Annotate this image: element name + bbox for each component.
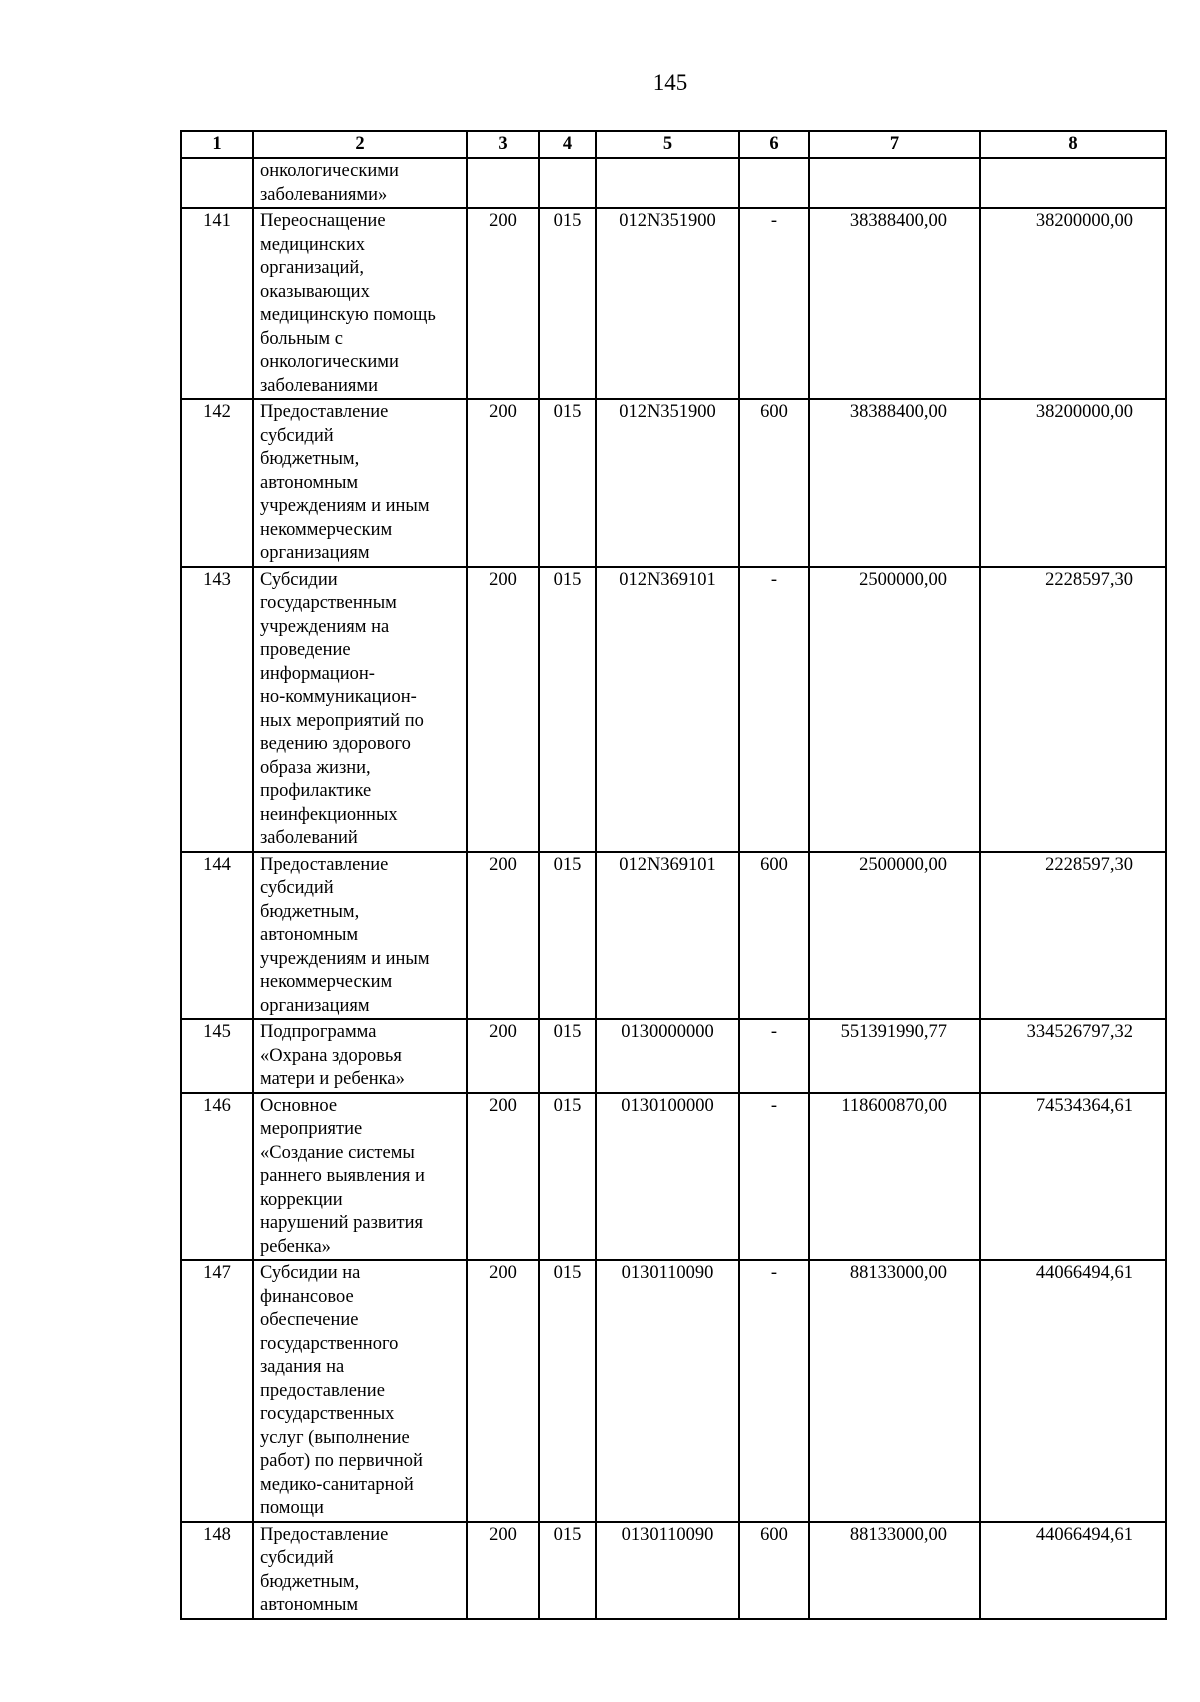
cell-col3: 200 — [467, 399, 539, 567]
row-number: 147 — [181, 1260, 253, 1522]
table-row — [181, 1093, 1166, 1261]
cell-col7: 2500000,00 — [809, 852, 980, 1020]
cell-col5: 012N369101 — [596, 852, 739, 1020]
column-header: 2 — [253, 131, 467, 158]
cell-col7: 38388400,00 — [809, 399, 980, 567]
cell-col7: 118600870,00 — [809, 1093, 980, 1261]
item-name: Предоставление субсидий бюджетным, автономным учреждениям и иным некоммерческим организациям — [253, 852, 467, 1020]
column-header: 3 — [467, 131, 539, 158]
row-number: 146 — [181, 1093, 253, 1261]
cell-col3: 200 — [467, 208, 539, 399]
budget-table — [180, 130, 1167, 1620]
cell-col3: 200 — [467, 1093, 539, 1261]
cell-col6: - — [739, 1260, 809, 1522]
cell-col5 — [596, 158, 739, 208]
cell-col6: 600 — [739, 852, 809, 1020]
cell-col5: 012N351900 — [596, 399, 739, 567]
cell-col6: 600 — [739, 1522, 809, 1619]
cell-col7: 88133000,00 — [809, 1522, 980, 1619]
cell-col3: 200 — [467, 1522, 539, 1619]
item-name: Субсидии государственным учреждениям на проведение информацион- но-коммуникацион- ных мероприятий по ведению здорового образа жизни, профилактике неинфекционных заболеваний — [253, 567, 467, 852]
cell-col8: 2228597,30 — [980, 852, 1166, 1020]
cell-col8: 44066494,61 — [980, 1522, 1166, 1619]
cell-col4: 015 — [539, 1019, 596, 1093]
table-row — [181, 208, 1166, 399]
row-number: 148 — [181, 1522, 253, 1619]
item-name: Подпрограмма «Охрана здоровья матери и ребенка» — [253, 1019, 467, 1093]
cell-col7: 2500000,00 — [809, 567, 980, 852]
table-row — [181, 1260, 1166, 1522]
page-number: 145 — [652, 70, 688, 95]
item-name: Субсидии на финансовое обеспечение государственного задания на предоставление государственных услуг (выполнение работ) по первичной медико-санитарной помощи — [253, 1260, 467, 1522]
header-row — [181, 131, 1166, 158]
cell-col7: 38388400,00 — [809, 208, 980, 399]
cell-col7: 551391990,77 — [809, 1019, 980, 1093]
cell-col7: 88133000,00 — [809, 1260, 980, 1522]
cell-col4: 015 — [539, 399, 596, 567]
column-header: 7 — [809, 131, 980, 158]
cell-col8: 38200000,00 — [980, 208, 1166, 399]
item-name: Предоставление субсидий бюджетным, автономным — [253, 1522, 467, 1619]
column-header: 4 — [539, 131, 596, 158]
column-header: 5 — [596, 131, 739, 158]
row-number: 143 — [181, 567, 253, 852]
row-number: 144 — [181, 852, 253, 1020]
cell-col4: 015 — [539, 852, 596, 1020]
cell-col8 — [980, 158, 1166, 208]
item-name: Предоставление субсидий бюджетным, автономным учреждениям и иным некоммерческим организациям — [253, 399, 467, 567]
cell-col4: 015 — [539, 208, 596, 399]
cell-col5: 0130110090 — [596, 1522, 739, 1619]
row-number: 142 — [181, 399, 253, 567]
cell-col4: 015 — [539, 1260, 596, 1522]
cell-col3: 200 — [467, 1260, 539, 1522]
cell-col4: 015 — [539, 1093, 596, 1261]
cell-col3: 200 — [467, 567, 539, 852]
cell-col8: 44066494,61 — [980, 1260, 1166, 1522]
cell-col3: 200 — [467, 852, 539, 1020]
table-row — [181, 1019, 1166, 1093]
cell-col8: 38200000,00 — [980, 399, 1166, 567]
cell-col6: - — [739, 208, 809, 399]
cell-col6: - — [739, 1019, 809, 1093]
cell-col5: 0130000000 — [596, 1019, 739, 1093]
cell-col6 — [739, 158, 809, 208]
table-row — [181, 1522, 1166, 1619]
cell-col6: 600 — [739, 399, 809, 567]
cell-col4: 015 — [539, 1522, 596, 1619]
item-name: Переоснащение медицинских организаций, оказывающих медицинскую помощь больным с онкологическими заболеваниями — [253, 208, 467, 399]
cell-col4: 015 — [539, 567, 596, 852]
column-header: 8 — [980, 131, 1166, 158]
column-header: 6 — [739, 131, 809, 158]
cell-col4 — [539, 158, 596, 208]
cell-col7 — [809, 158, 980, 208]
column-header: 1 — [181, 131, 253, 158]
table-row — [181, 567, 1166, 852]
cell-col6: - — [739, 1093, 809, 1261]
cell-col5: 012N369101 — [596, 567, 739, 852]
cell-col8: 334526797,32 — [980, 1019, 1166, 1093]
cell-col5: 0130110090 — [596, 1260, 739, 1522]
row-number: 145 — [181, 1019, 253, 1093]
item-name: онкологическими заболеваниями» — [253, 158, 467, 208]
cell-col3: 200 — [467, 1019, 539, 1093]
cell-col5: 0130100000 — [596, 1093, 739, 1261]
row-number: 141 — [181, 208, 253, 399]
row-number — [181, 158, 253, 208]
item-name: Основное мероприятие «Создание системы раннего выявления и коррекции нарушений развития ребенка» — [253, 1093, 467, 1261]
cell-col3 — [467, 158, 539, 208]
table-row — [181, 158, 1166, 208]
cell-col6: - — [739, 567, 809, 852]
cell-col8: 74534364,61 — [980, 1093, 1166, 1261]
cell-col8: 2228597,30 — [980, 567, 1166, 852]
cell-col5: 012N351900 — [596, 208, 739, 399]
table-row — [181, 852, 1166, 1020]
table-row — [181, 399, 1166, 567]
